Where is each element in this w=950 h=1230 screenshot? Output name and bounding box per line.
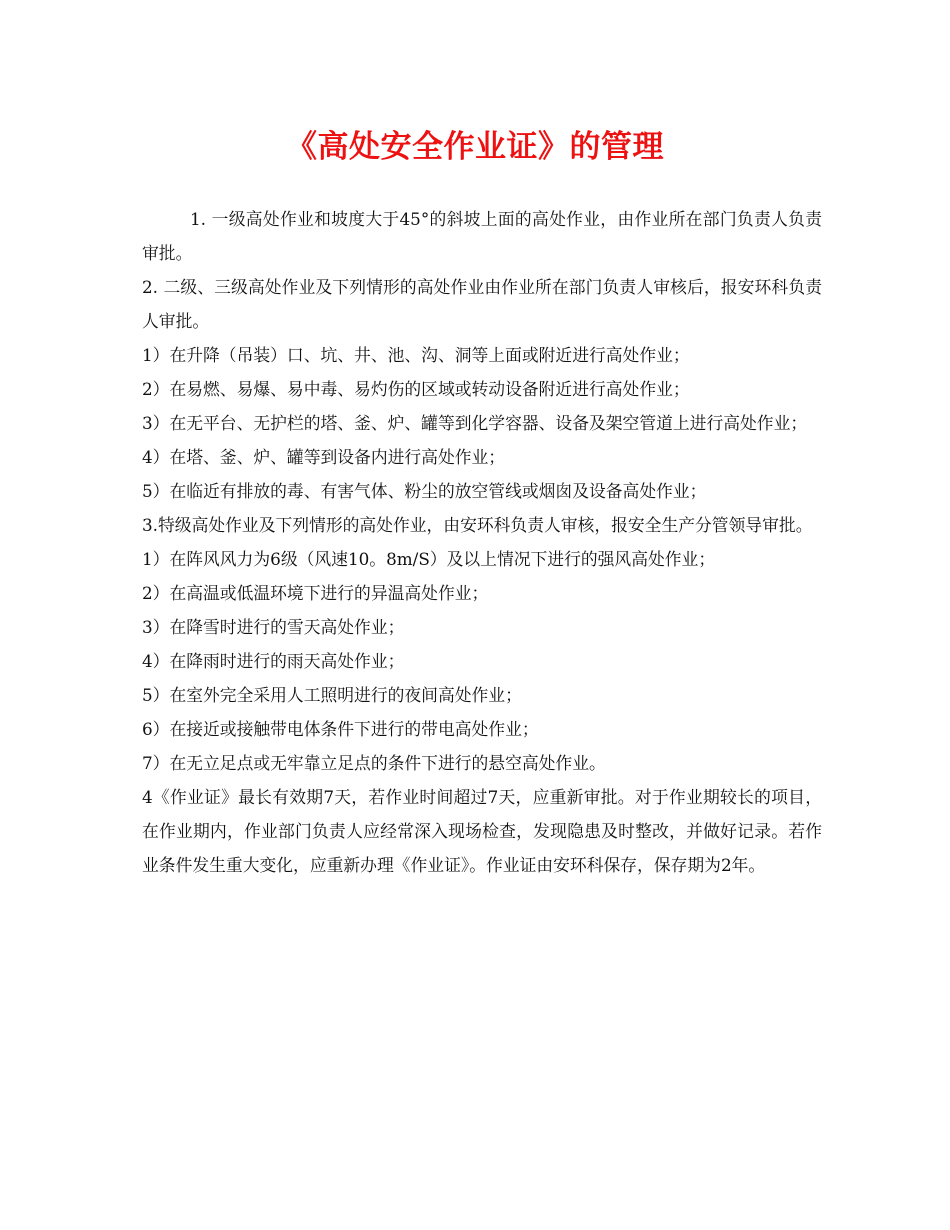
paragraph-level-two-three-approval: 2. 二级、三级高处作业及下列情形的高处作业由作业所在部门负责人审核后，报安环科负责人审批。: [142, 277, 822, 331]
list-item: 5）在室外完全采用人工照明进行的夜间高处作业；: [142, 685, 522, 705]
list-item: 1）在阵风风力为6级（风速10。8m/S）及以上情况下进行的强风高处作业；: [142, 549, 716, 569]
list-item: 4）在降雨时进行的雨天高处作业；: [142, 651, 405, 671]
list-item: 2）在高温或低温环境下进行的异温高处作业；: [142, 583, 489, 603]
paragraph-validity-period: 4《作业证》最长有效期7天，若作业时间超过7天，应重新审批。对于作业期较长的项目，在作业期内，作业部门负责人应经常深入现场检查，发现隐患及时整改，并做好记录。若作业条件发生重大变化，应重新办理《作业证》。作业证由安环科保存，保存期为2年。: [142, 787, 822, 875]
list-item: 4）在塔、釜、炉、罐等到设备内进行高处作业；: [142, 447, 506, 467]
document-body: [142, 202, 822, 882]
list-item: 6）在接近或接触带电体条件下进行的带电高处作业；: [142, 719, 539, 739]
paragraph-level-one-approval: 1. 一级高处作业和坡度大于45°的斜坡上面的高处作业，由作业所在部门负责人负责审批。: [142, 209, 822, 263]
list-item: 3）在降雪时进行的雪天高处作业；: [142, 617, 405, 637]
paragraph-special-level-approval: 3.特级高处作业及下列情形的高处作业，由安环科负责人审核，报安全生产分管领导审批。: [142, 515, 813, 535]
list-item: 3）在无平台、无护栏的塔、釜、炉、罐等到化学容器、设备及架空管道上进行高处作业；: [142, 413, 808, 433]
document-title: 《高处安全作业证》的管理: [286, 129, 664, 165]
list-item: 1）在升降（吊装）口、坑、井、池、沟、洞等上面或附近进行高处作业；: [142, 345, 690, 365]
list-item: 7）在无立足点或无牢靠立足点的条件下进行的悬空高处作业。: [142, 753, 606, 773]
list-item: 2）在易燃、易爆、易中毒、易灼伤的区域或转动设备附近进行高处作业；: [142, 379, 690, 399]
list-item: 5）在临近有排放的毒、有害气体、粉尘的放空管线或烟囱及设备高处作业；: [142, 481, 707, 501]
